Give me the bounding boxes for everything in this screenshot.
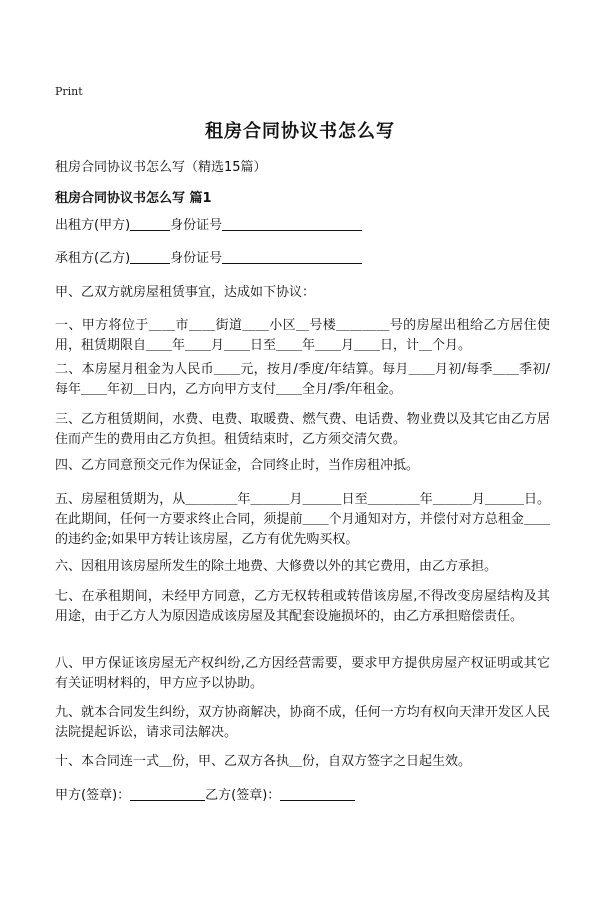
clause-8: 八、甲方保证该房屋无产权纠纷,乙方因经营需要，要求甲方提供房屋产权证明或其它有关证明材料的，甲方应予以协助。 <box>55 656 550 691</box>
clause-6: 六、因租用该房屋所发生的除土地费、大修费以外的其它费用，由乙方承担。 <box>55 559 498 574</box>
lessee-name-blank <box>130 249 170 264</box>
intro-paragraph: 甲、乙双方就房屋租赁事宜，达成如下协议： <box>55 285 316 300</box>
clause-3: 三、乙方租赁期间，水费、电费、取暖费、燃气费、电话费、物业费以及其它由乙方居住而产生的费用由乙方负担。租赁结束时，乙方须交清欠费。 <box>55 412 550 447</box>
party-a-signature-label: 甲方(签章)： <box>55 788 131 803</box>
lessee-line <box>55 249 550 269</box>
lessee-id-label: 身份证号 <box>170 251 223 266</box>
document-subtitle: 租房合同协议书怎么写（精选15篇） <box>55 160 267 175</box>
clause-1: 一、甲方将位于＿＿市＿＿街道＿＿小区＿号楼＿＿＿＿号的房屋出租给乙方居住使用，租赁期限自＿＿年＿＿月＿＿日至＿＿年＿＿月＿＿日，计＿个月。 <box>55 318 550 353</box>
lessee-id-blank <box>222 249 362 264</box>
lessor-label: 出租方(甲方) <box>55 218 131 233</box>
lessor-line <box>55 216 550 236</box>
clause-7: 七、在承租期间，未经甲方同意，乙方无权转租或转借该房屋,不得改变房屋结构及其用途，由于乙方人为原因造成该房屋及其配套设施损坏的，由乙方承担赔偿责任。 <box>55 589 550 624</box>
lessor-id-label: 身份证号 <box>170 218 223 233</box>
party-b-signature-label: 乙方(签章)： <box>205 788 281 803</box>
clause-4: 四、乙方同意预交元作为保证金，合同终止时，当作房租冲抵。 <box>55 458 420 473</box>
party-a-signature-blank <box>130 786 205 801</box>
party-b-signature-blank <box>280 786 355 801</box>
signature-line <box>55 786 550 806</box>
clause-10: 十、本合同连一式＿份，甲、乙双方各执＿份，自双方签字之日起生效。 <box>55 754 472 769</box>
clause-2: 二、本房屋月租金为人民币＿＿元，按月/季度/年结算。每月＿＿月初/每季＿＿季初/每年＿＿年初＿日内，乙方向甲方支付＿＿全月/季/年租金。 <box>55 362 550 397</box>
page-title: 租房合同协议书怎么写 <box>205 121 395 142</box>
clause-9: 九、就本合同发生纠纷，双方协商解决，协商不成，任何一方均有权向天津开发区人民法院提起诉讼，请求司法解决。 <box>55 705 550 740</box>
section-heading: 租房合同协议书怎么写 篇1 <box>55 191 212 206</box>
lessor-id-blank <box>222 216 362 231</box>
lessor-name-blank <box>130 216 170 231</box>
clause-5: 五、房屋租赁期为，从＿＿＿＿年＿＿＿月＿＿＿日至＿＿＿＿年＿＿＿月＿＿＿日。在此期间，任何一方要求终止合同，须提前＿＿个月通知对方，并偿付对方总租金＿＿的违约金;如果甲方转让该房屋，乙方有优先购买权。 <box>55 492 550 547</box>
print-label: Print <box>55 85 83 98</box>
lessee-label: 承租方(乙方) <box>55 251 131 266</box>
